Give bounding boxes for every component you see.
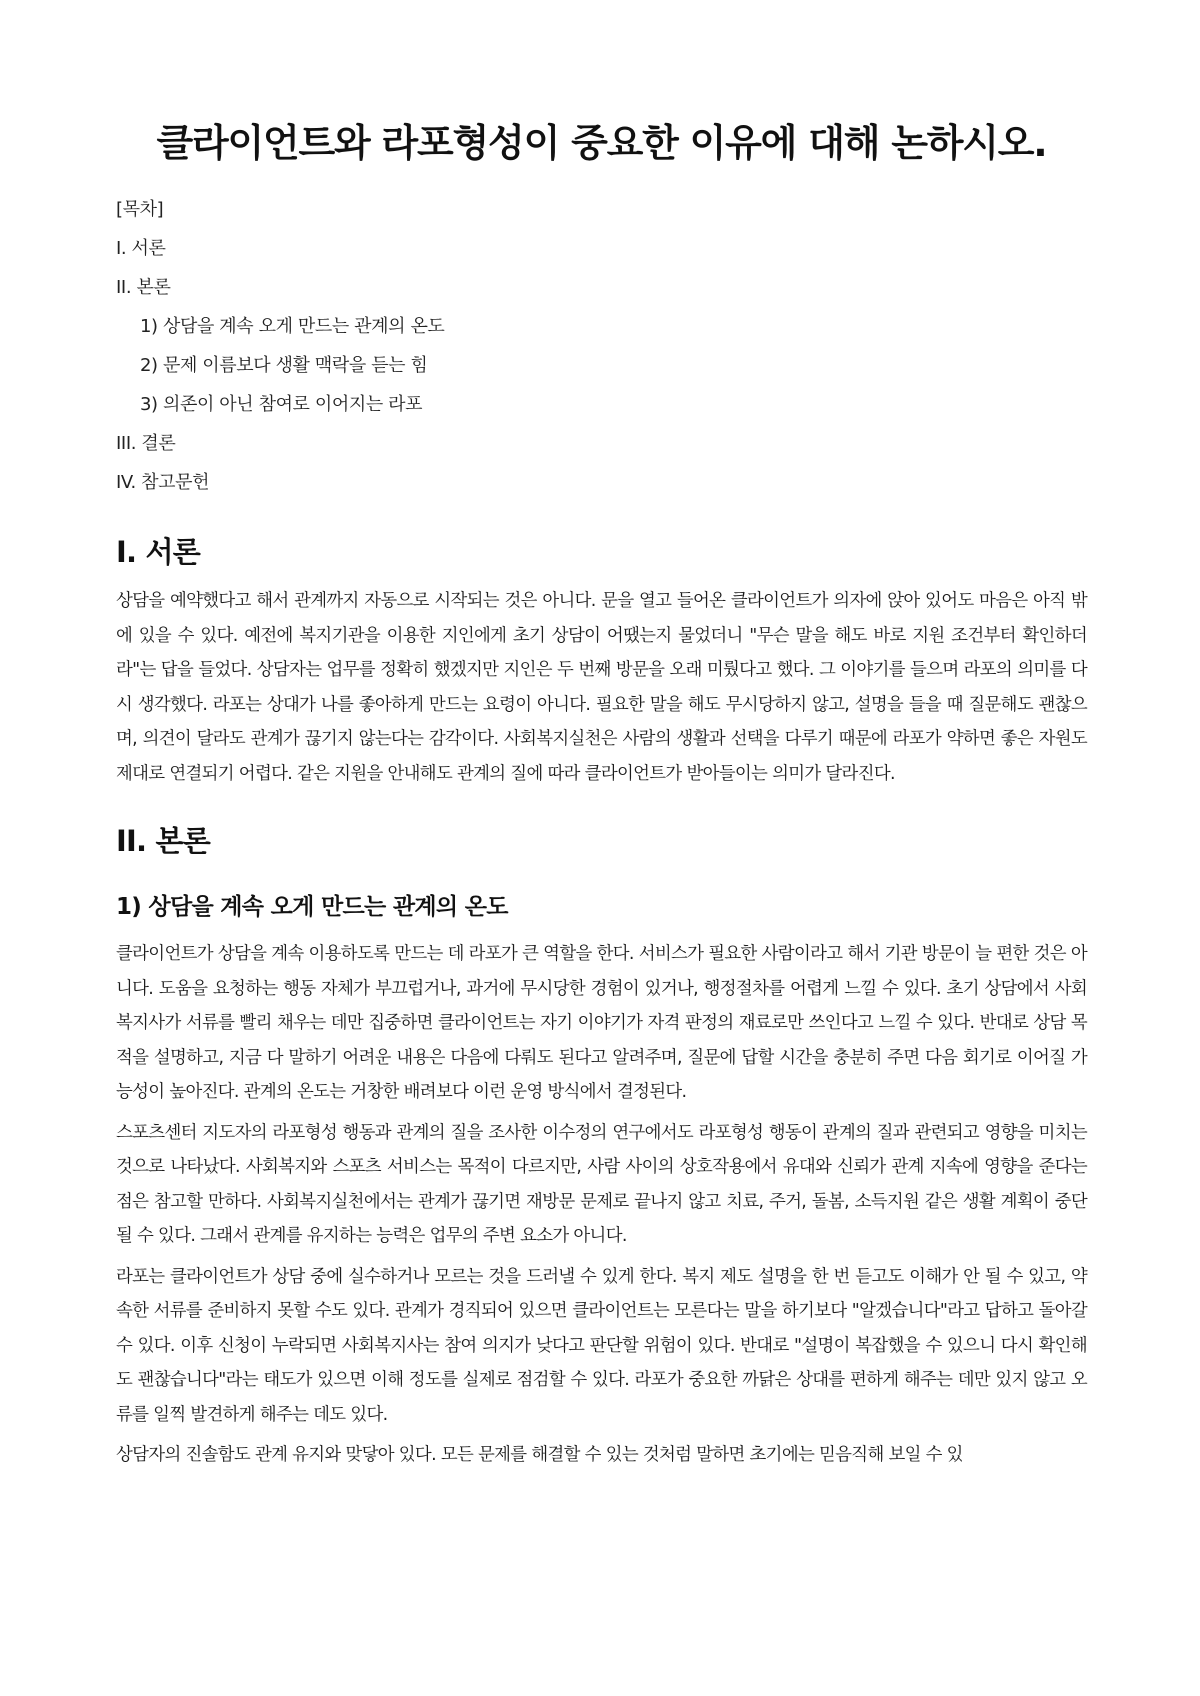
toc-label: [목차] xyxy=(116,199,164,220)
body-paragraph: 클라이언트가 상담을 계속 이용하도록 만드는 데 라포가 큰 역할을 한다. 서비스가 필요한 사람이라고 해서 기관 방문이 늘 편한 것은 아니다. 도움을 요청하는 행동 자체가 부끄럽거나, 과거에 무시당한 경험이 있거나, 행정절차를 어렵게 느낄 수 있다. 초기 상담에서 사회복지사가 서류를 빨리 채우는 데만 집중하면 클라이언트는 자기 이야기가 자격 판정의 재료로만 쓰인다고 느낄 수 있다. 반대로 상담 목적을 설명하고, 지금 다 말하기 어려운 내용은 다음에 다뤄도 된다고 알려주며, 질문에 답할 시간을 충분히 주면 다음 회기로 이어질 가능성이 높아진다. 관계의 온도는 거창한 배려보다 이런 운영 방식에서 결정된다. xyxy=(116,944,1087,1102)
body-paragraph: 라포는 클라이언트가 상담 중에 실수하거나 모르는 것을 드러낼 수 있게 한다. 복지 제도 설명을 한 번 듣고도 이해가 안 될 수 있고, 약속한 서류를 준비하지 못할 수도 있다. 관계가 경직되어 있으면 클라이언트는 모른다는 말을 하기보다 "알겠습니다"라고 답하고 돌아갈 수 있다. 이후 신청이 누락되면 사회복지사는 참여 의지가 낮다고 판단할 위험이 있다. 반대로 "설명이 복잡했을 수 있으니 다시 확인해도 괜찮습니다"라는 태도가 있으면 이해 정도를 실제로 점검할 수 있다. 라포가 중요한 까닭은 상대를 편하게 해주는 데만 있지 않고 오류를 일찍 발견하게 해주는 데도 있다. xyxy=(116,1266,1087,1425)
toc-item-references: IV. 참고문헌 xyxy=(116,472,210,493)
body-heading: II. 본론 xyxy=(116,824,210,858)
intro-heading: I. 서론 xyxy=(116,535,200,569)
toc-item-body-2: 2) 문제 이름보다 생활 맥락을 듣는 힘 xyxy=(140,355,428,376)
toc-item-body-3: 3) 의존이 아닌 참여로 이어지는 라포 xyxy=(140,394,423,415)
toc-item-body-1: 1) 상담을 계속 오게 만드는 관계의 온도 xyxy=(140,316,445,337)
body-subheading-1: 1) 상담을 계속 오게 만드는 관계의 온도 xyxy=(116,894,508,920)
table-of-contents xyxy=(116,190,1087,502)
body-paragraph: 상담자의 진솔함도 관계 유지와 맞닿아 있다. 모든 문제를 해결할 수 있는 것처럼 말하면 초기에는 믿음직해 보일 수 있 xyxy=(116,1445,963,1465)
body-paragraph: 스포츠센터 지도자의 라포형성 행동과 관계의 질을 조사한 이수정의 연구에서도 라포형성 행동이 관계의 질과 관련되고 영향을 미치는 것으로 나타났다. 사회복지와 스포츠 서비스는 목적이 다르지만, 사람 사이의 상호작용에서 유대와 신뢰가 관계 지속에 영향을 준다는 점은 참고할 만하다. 사회복지실천에서는 관계가 끊기면 재방문 문제로 끝나지 않고 치료, 주거, 돌봄, 소득지원 같은 생활 계획이 중단될 수 있다. 그래서 관계를 유지하는 능력은 업무의 주변 요소가 아니다. xyxy=(116,1122,1087,1246)
document-title: 클라이언트와 라포형성이 중요한 이유에 대해 논하시오. xyxy=(156,121,1047,165)
toc-item-body: II. 본론 xyxy=(116,277,171,298)
toc-item-conclusion: III. 결론 xyxy=(116,433,176,454)
toc-item-intro: I. 서론 xyxy=(116,238,166,259)
intro-paragraph: 상담을 예약했다고 해서 관계까지 자동으로 시작되는 것은 아니다. 문을 열고 들어온 클라이언트가 의자에 앉아 있어도 마음은 아직 밖에 있을 수 있다. 예전에 복지기관을 이용한 지인에게 초기 상담이 어땠는지 물었더니 "무슨 말을 해도 바로 지원 조건부터 확인하더라"는 답을 들었다. 상담자는 업무를 정확히 했겠지만 지인은 두 번째 방문을 오래 미뤘다고 했다. 그 이야기를 들으며 라포의 의미를 다시 생각했다. 라포는 상대가 나를 좋아하게 만드는 요령이 아니다. 필요한 말을 해도 무시당하지 않고, 설명을 들을 때 질문해도 괜찮으며, 의견이 달라도 관계가 끊기지 않는다는 감각이다. 사회복지실천은 사람의 생활과 선택을 다루기 때문에 라포가 약하면 좋은 자원도 제대로 연결되기 어렵다. 같은 지원을 안내해도 관계의 질에 따라 클라이언트가 받아들이는 의미가 달라진다. xyxy=(116,591,1087,784)
